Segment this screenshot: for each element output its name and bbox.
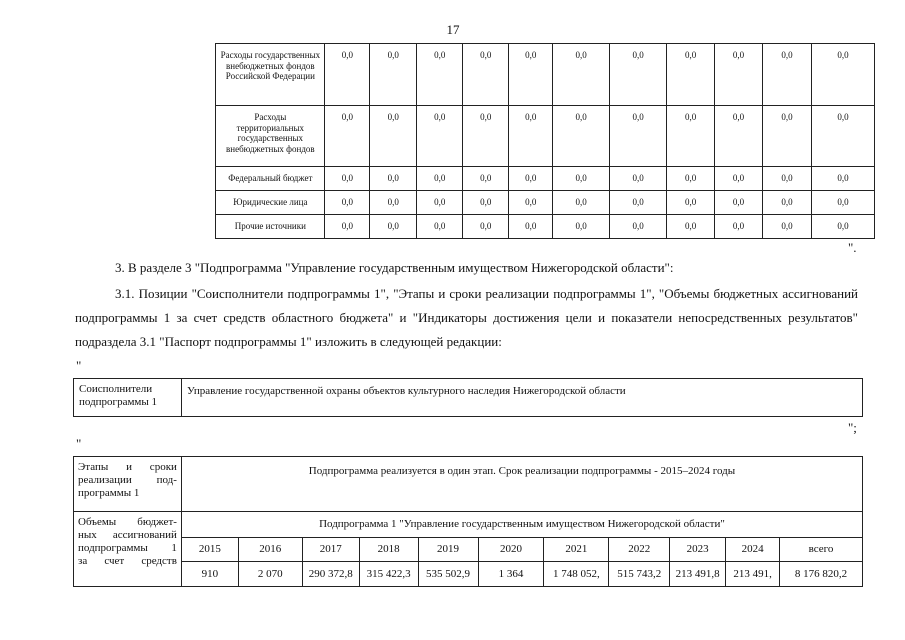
value-cell: 290 372,8 xyxy=(302,562,359,587)
cell-value: 0,0 xyxy=(715,215,763,239)
cell-value: 0,0 xyxy=(667,191,715,215)
cell-value: 0,0 xyxy=(325,106,370,167)
cell-value: 0,0 xyxy=(417,106,463,167)
label-line: Соисполнители xyxy=(79,383,153,395)
cell-value: 0,0 xyxy=(370,215,417,239)
coexecutors-value: Управление государственной охраны объектов культурного наследия Нижегородской области xyxy=(182,379,863,417)
total-value-cell: 8 176 820,2 xyxy=(780,562,863,587)
cell-value: 0,0 xyxy=(812,106,875,167)
cell-value: 0,0 xyxy=(610,44,667,106)
cell-value: 0,0 xyxy=(417,215,463,239)
cell-value: 0,0 xyxy=(370,44,417,106)
cell-value: 0,0 xyxy=(812,191,875,215)
years-row xyxy=(74,538,863,562)
year-cell: 2018 xyxy=(359,538,418,562)
cell-value: 0,0 xyxy=(553,167,610,191)
cell-value: 0,0 xyxy=(610,167,667,191)
empty-merged-cell xyxy=(73,44,216,239)
cell-value: 0,0 xyxy=(417,44,463,106)
cell-value: 0,0 xyxy=(509,44,553,106)
cell-value: 0,0 xyxy=(509,106,553,167)
value-cell: 535 502,9 xyxy=(418,562,478,587)
cell-value: 0,0 xyxy=(463,215,509,239)
cell-value: 0,0 xyxy=(370,167,417,191)
cell-value: 0,0 xyxy=(763,167,812,191)
year-cell: 2020 xyxy=(478,538,544,562)
row-label: Федеральный бюджет xyxy=(216,167,325,191)
label-line: за счет средств xyxy=(78,555,177,567)
table-row xyxy=(74,512,863,538)
label-line: реализации под- xyxy=(78,474,177,486)
value-cell: 315 422,3 xyxy=(359,562,418,587)
label-line: программы 1 xyxy=(78,487,140,499)
year-cell: 2017 xyxy=(302,538,359,562)
cell-value: 0,0 xyxy=(325,167,370,191)
row-label: Юридические лица xyxy=(216,191,325,215)
cell-value: 0,0 xyxy=(553,44,610,106)
year-cell: 2023 xyxy=(670,538,726,562)
cell-value: 0,0 xyxy=(667,167,715,191)
coexecutors-table xyxy=(73,378,863,417)
label-line: Объемы бюджет- xyxy=(78,516,177,528)
open-quote-mark: " xyxy=(76,358,82,373)
cell-value: 0,0 xyxy=(763,106,812,167)
cell-value: 0,0 xyxy=(812,44,875,106)
cell-value: 0,0 xyxy=(370,106,417,167)
cell-value: 0,0 xyxy=(325,44,370,106)
open-quote-mark-2: " xyxy=(76,436,82,451)
cell-value: 0,0 xyxy=(463,191,509,215)
cell-value: 0,0 xyxy=(417,191,463,215)
value-cell: 910 xyxy=(181,562,238,587)
page-number: 17 xyxy=(446,22,460,37)
value-cell: 1 748 052, xyxy=(544,562,609,587)
table-row xyxy=(73,44,875,106)
total-header-cell: всего xyxy=(780,538,863,562)
cell-value: 0,0 xyxy=(715,191,763,215)
table-row xyxy=(74,457,863,512)
cell-value: 0,0 xyxy=(610,191,667,215)
closing-quote-mark: ". xyxy=(848,240,857,255)
label-line: подпрограммы 1 xyxy=(79,396,158,408)
cell-value: 0,0 xyxy=(812,167,875,191)
cell-value: 0,0 xyxy=(325,191,370,215)
row-label: Расходы территориальных государственных внебюджетных фондов xyxy=(216,106,325,167)
cell-value: 0,0 xyxy=(509,191,553,215)
values-row xyxy=(74,562,863,587)
cell-value: 0,0 xyxy=(763,215,812,239)
year-cell: 2019 xyxy=(418,538,478,562)
cell-value: 0,0 xyxy=(463,44,509,106)
label-line: ных ассигнований xyxy=(78,529,177,541)
cell-value: 0,0 xyxy=(370,191,417,215)
section-3-1-paragraph: 3.1. Позиции "Соисполнители подпрограммы 1", "Этапы и сроки реализации подпрограммы 1", "Объемы бюджетных ассигнований подпрограммы 1 за счет средств областного бюджета" и "Индикаторы достижения цели и показатели непосредственных результатов" подраздела 3.1 "Паспорт подпрограммы 1" изложить в следующей редакции: xyxy=(75,286,858,349)
year-cell: 2021 xyxy=(544,538,609,562)
value-cell: 213 491,8 xyxy=(670,562,726,587)
cell-value: 0,0 xyxy=(715,106,763,167)
row-label: Прочие источники xyxy=(216,215,325,239)
label-line: подпрограммы 1 xyxy=(78,542,177,554)
closing-quote-semicolon: "; xyxy=(848,420,857,435)
stages-label xyxy=(74,457,182,512)
row-label: Расходы государственных внебюджетных фондов Российской Федерации xyxy=(216,44,325,106)
value-cell: 1 364 xyxy=(478,562,544,587)
cell-value: 0,0 xyxy=(667,215,715,239)
cell-value: 0,0 xyxy=(667,106,715,167)
year-cell: 2016 xyxy=(238,538,302,562)
section-3-heading: 3. В разделе 3 "Подпрограмма "Управление государственным имуществом Нижегородской области": xyxy=(115,260,674,275)
cell-value: 0,0 xyxy=(509,167,553,191)
value-cell: 2 070 xyxy=(238,562,302,587)
cell-value: 0,0 xyxy=(553,191,610,215)
cell-value: 0,0 xyxy=(463,106,509,167)
value-cell: 515 743,2 xyxy=(609,562,670,587)
year-cell: 2015 xyxy=(181,538,238,562)
value-cell: 213 491, xyxy=(726,562,780,587)
stages-text: Подпрограмма реализуется в один этап. Срок реализации подпрограммы - 2015–2024 годы xyxy=(181,457,862,512)
cell-value: 0,0 xyxy=(553,106,610,167)
year-cell: 2024 xyxy=(726,538,780,562)
passport-table xyxy=(73,456,863,587)
budget-label xyxy=(74,512,182,587)
cell-value: 0,0 xyxy=(763,44,812,106)
budget-header: Подпрограмма 1 "Управление государственным имуществом Нижегородской области" xyxy=(181,512,862,538)
cell-value: 0,0 xyxy=(667,44,715,106)
cell-value: 0,0 xyxy=(715,167,763,191)
cell-value: 0,0 xyxy=(325,215,370,239)
cell-value: 0,0 xyxy=(610,215,667,239)
cell-value: 0,0 xyxy=(463,167,509,191)
cell-value: 0,0 xyxy=(553,215,610,239)
cell-value: 0,0 xyxy=(417,167,463,191)
cell-value: 0,0 xyxy=(812,215,875,239)
cell-value: 0,0 xyxy=(610,106,667,167)
cell-value: 0,0 xyxy=(715,44,763,106)
label-line: Этапы и сроки xyxy=(78,461,177,473)
financing-table-continuation xyxy=(73,43,875,239)
coexecutors-label xyxy=(74,379,182,417)
cell-value: 0,0 xyxy=(509,215,553,239)
year-cell: 2022 xyxy=(609,538,670,562)
cell-value: 0,0 xyxy=(763,191,812,215)
